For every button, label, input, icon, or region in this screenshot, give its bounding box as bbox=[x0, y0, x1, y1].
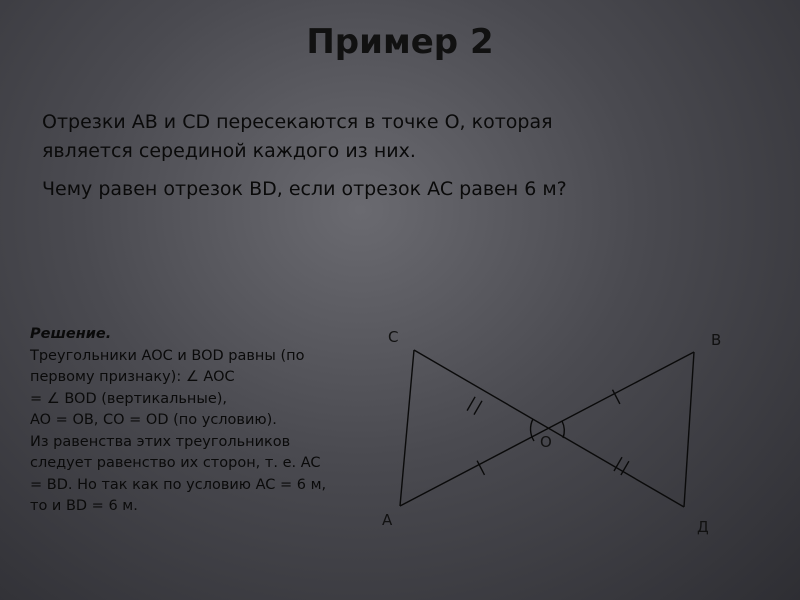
label-d: Д bbox=[697, 518, 709, 536]
question-line-3: Чему равен отрезок BD, если отрезок AC равен 6 м? bbox=[42, 178, 567, 200]
segment-ab bbox=[400, 352, 694, 506]
label-a: А bbox=[382, 511, 393, 529]
slide-title: Пример 2 bbox=[306, 22, 494, 62]
solution-line: Из равенства этих треугольников bbox=[30, 433, 291, 450]
solution-line: = BD. Но так как по условию AC = 6 м, bbox=[30, 476, 327, 493]
question-line-1: Отрезки AB и CD пересекаются в точке О, которая bbox=[42, 111, 553, 133]
segment-ac bbox=[400, 350, 414, 506]
segment-bd bbox=[684, 352, 694, 507]
solution-heading: Решение. bbox=[30, 326, 112, 342]
solution-line: AO = OB, CO = OD (по условию). bbox=[30, 412, 277, 428]
double-tick-co bbox=[467, 397, 482, 415]
solution-line: следует равенство их сторон, т. е. AC bbox=[30, 455, 321, 471]
label-c: С bbox=[388, 328, 399, 346]
solution-line: то и BD = 6 м. bbox=[30, 498, 138, 514]
question-line-2: является серединой каждого из них. bbox=[42, 140, 416, 162]
double-tick-od bbox=[614, 457, 629, 475]
solution-line: первому признаку): ∠ AOC bbox=[30, 369, 235, 385]
label-b: В bbox=[711, 331, 722, 349]
label-o: О bbox=[540, 433, 552, 451]
segment-cd bbox=[414, 350, 684, 507]
solution-line: Треугольники AOC и BOD равны (по bbox=[30, 347, 305, 364]
solution-line: = ∠ BOD (вертикальные), bbox=[30, 390, 228, 407]
